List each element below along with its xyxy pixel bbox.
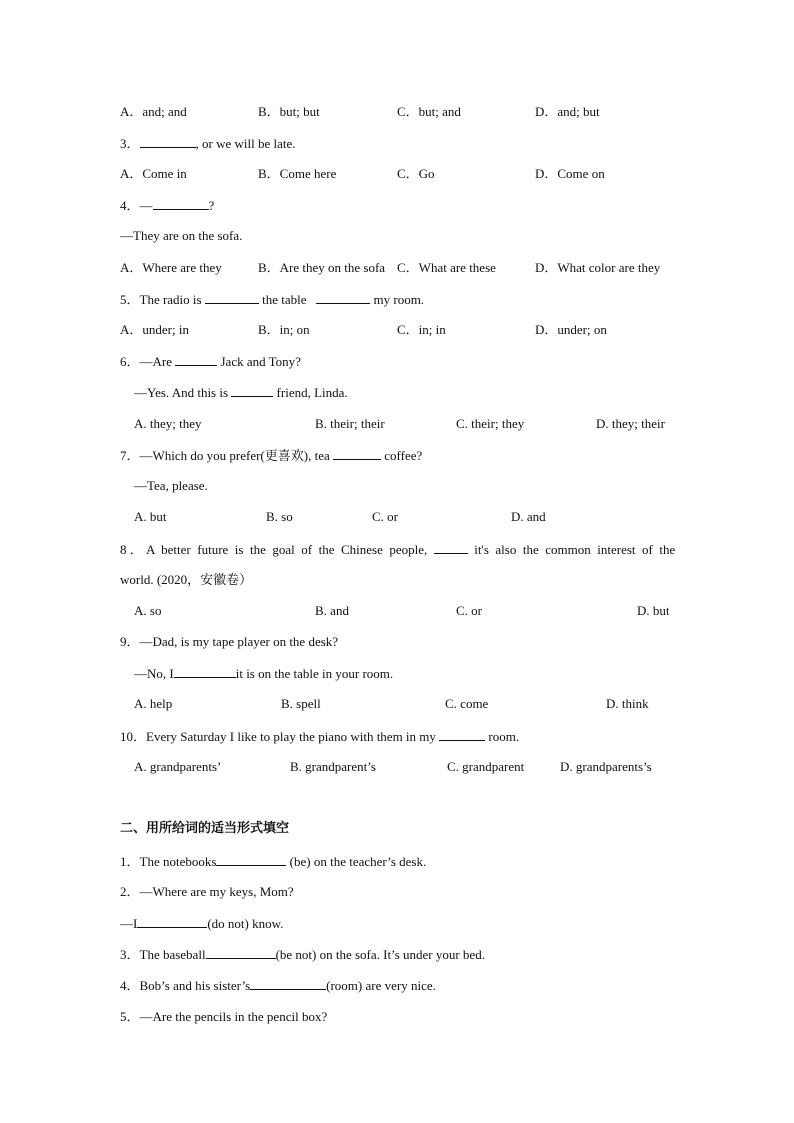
q4-option-c[interactable]: C．What are these <box>397 260 496 275</box>
s2-item-2-blank[interactable] <box>137 915 207 928</box>
q10-option-a[interactable]: A. grandparents’ <box>134 759 222 774</box>
q8-word: 8．A <box>120 542 155 557</box>
q5-text-3: my room. <box>370 292 425 307</box>
q10-option-b[interactable]: B. grandparent’s <box>290 759 376 774</box>
q4-option-d[interactable]: D．What color are they <box>535 260 661 275</box>
q2-option-b[interactable]: B．but; but <box>258 104 320 119</box>
q8-word: of <box>642 542 653 557</box>
q6-blank-2[interactable] <box>231 384 273 397</box>
q7-option-a[interactable]: A. but <box>134 509 167 524</box>
q10-option-d[interactable]: D. grandparents’s <box>560 759 652 774</box>
s2-item-5: 5．—Are the pencils in the pencil box? <box>120 1009 328 1024</box>
q8-word: the <box>522 542 539 557</box>
s2-item-1-text-1: 1．The notebooks <box>120 854 217 869</box>
q8-word: Chinese <box>340 542 383 557</box>
q6-option-a[interactable]: A. they; they <box>134 416 202 431</box>
q8-word: interest <box>597 542 636 557</box>
q4-option-a[interactable]: A．Where are they <box>120 260 222 275</box>
q9-response-text-1: —No, I <box>134 666 174 681</box>
q8-word: the <box>659 542 676 557</box>
q5-text-2: the table <box>258 292 310 307</box>
q3-number: 3． <box>120 136 140 151</box>
q5-blank-1[interactable] <box>205 291 259 304</box>
q8-word: common <box>545 542 591 557</box>
q9-response-text-2: it is on the table in your room. <box>235 666 394 681</box>
q4-number: 4．— <box>120 198 153 213</box>
s2-item-2-response-text-1: —I <box>120 916 138 931</box>
s2-item-1 <box>120 853 426 870</box>
q10-text-2: room. <box>485 729 520 744</box>
s2-item-4-text-1: 4．Bob’s and his sister’s <box>120 978 251 993</box>
q4-blank[interactable] <box>153 197 209 210</box>
q9-blank[interactable] <box>174 665 236 678</box>
q6-blank-1[interactable] <box>175 353 217 366</box>
q7-option-c[interactable]: C. or <box>372 509 398 524</box>
q4-stem <box>120 197 214 214</box>
q8-option-c[interactable]: C. or <box>456 603 482 618</box>
s2-item-3-blank[interactable] <box>206 946 276 959</box>
q8-blank[interactable] <box>434 541 468 554</box>
s2-item-3-text-1: 3．The baseball <box>120 947 206 962</box>
q9-response <box>134 665 393 682</box>
q8-word: it's <box>474 542 489 557</box>
q7-blank[interactable] <box>333 447 381 460</box>
q5-option-b[interactable]: B．in; on <box>258 322 310 337</box>
q8-word: the <box>318 542 335 557</box>
q5-option-a[interactable]: A．under; in <box>120 322 189 337</box>
q6-response-text-2: friend, Linda. <box>273 385 348 400</box>
q7-option-d[interactable]: D. and <box>511 509 546 524</box>
s2-item-4-text-2: (room) are very nice. <box>326 978 436 993</box>
q5-text-1: 5．The radio is <box>120 292 205 307</box>
q4-text: ? <box>208 198 215 213</box>
q2-option-c[interactable]: C．but; and <box>397 104 461 119</box>
q2-option-d[interactable]: D．and; but <box>535 104 600 119</box>
q9-option-d[interactable]: D. think <box>606 696 649 711</box>
q7-text-1: 7．—Which do you prefer(更喜欢), tea <box>120 448 333 463</box>
q6-text-2: Jack and Tony? <box>217 354 301 369</box>
q7-stem <box>120 447 422 464</box>
q8-option-b[interactable]: B. and <box>315 603 349 618</box>
s2-item-4 <box>120 977 436 994</box>
q2-option-a[interactable]: A．and; and <box>120 104 187 119</box>
q6-option-d[interactable]: D. they; their <box>596 416 665 431</box>
q3-text: , or we will be late. <box>195 136 296 151</box>
q10-blank[interactable] <box>439 728 485 741</box>
q3-option-c[interactable]: C．Go <box>397 166 435 181</box>
q8-option-a[interactable]: A. so <box>134 603 162 618</box>
q9-stem: 9．—Dad, is my tape player on the desk? <box>120 634 339 649</box>
s2-item-4-blank[interactable] <box>250 977 326 990</box>
section-heading: 二、用所给词的适当形式填空 <box>120 821 290 836</box>
s2-item-2-response <box>120 915 283 932</box>
q8-word: people, <box>389 542 428 557</box>
q8-word: also <box>495 542 517 557</box>
q6-option-b[interactable]: B. their; their <box>315 416 385 431</box>
q8-option-d[interactable]: D. but <box>637 603 670 618</box>
q3-option-a[interactable]: A．Come in <box>120 166 187 181</box>
q6-option-c[interactable]: C. their; they <box>456 416 525 431</box>
q8-word: of <box>301 542 313 557</box>
q6-response <box>134 384 348 401</box>
s2-item-3-text-2: (be not) on the sofa. It’s under your bed. <box>275 947 485 962</box>
q6-stem <box>120 353 301 370</box>
q9-option-b[interactable]: B. spell <box>281 696 321 711</box>
s2-item-1-blank[interactable] <box>216 853 286 866</box>
q7-option-b[interactable]: B. so <box>266 509 293 524</box>
q3-option-d[interactable]: D．Come on <box>535 166 605 181</box>
q3-blank[interactable] <box>140 135 196 148</box>
s2-item-2-response-text-2: (do not) know. <box>207 916 284 931</box>
s2-item-3 <box>120 946 485 963</box>
q5-blank-2[interactable] <box>316 291 370 304</box>
q10-text-1: 10．Every Saturday I like to play the piano with them in my <box>120 729 440 744</box>
q3-option-b[interactable]: B．Come here <box>258 166 337 181</box>
q8-word: better <box>161 542 191 557</box>
q3-stem <box>120 135 296 152</box>
q7-response: —Tea, please. <box>134 478 208 493</box>
s2-item-1-text-2: (be) on the teacher’s desk. <box>286 854 427 869</box>
q8-word: the <box>249 542 266 557</box>
q7-text-2: coffee? <box>381 448 423 463</box>
q6-response-text-1: —Yes. And this is <box>134 385 232 400</box>
q8-word: goal <box>272 542 295 557</box>
q5-option-d[interactable]: D．under; on <box>535 322 607 337</box>
q10-option-c[interactable]: C. grandparent <box>447 759 525 774</box>
q6-text-1: 6．—Are <box>120 354 176 369</box>
q5-option-c[interactable]: C．in; in <box>397 322 446 337</box>
q5-stem <box>120 291 424 308</box>
q4-option-b[interactable]: B．Are they on the sofa <box>258 260 386 275</box>
q9-option-c[interactable]: C. come <box>445 696 489 711</box>
q9-option-a[interactable]: A. help <box>134 696 173 711</box>
q4-response: —They are on the sofa. <box>120 228 243 243</box>
q8-stem-line2: world. (2020，安徽卷） <box>120 572 253 587</box>
q8-word: is <box>234 542 244 557</box>
q10-stem <box>120 728 519 745</box>
s2-item-2: 2．—Where are my keys, Mom? <box>120 884 294 899</box>
q8-stem <box>120 541 675 558</box>
q8-word: future <box>197 542 229 557</box>
